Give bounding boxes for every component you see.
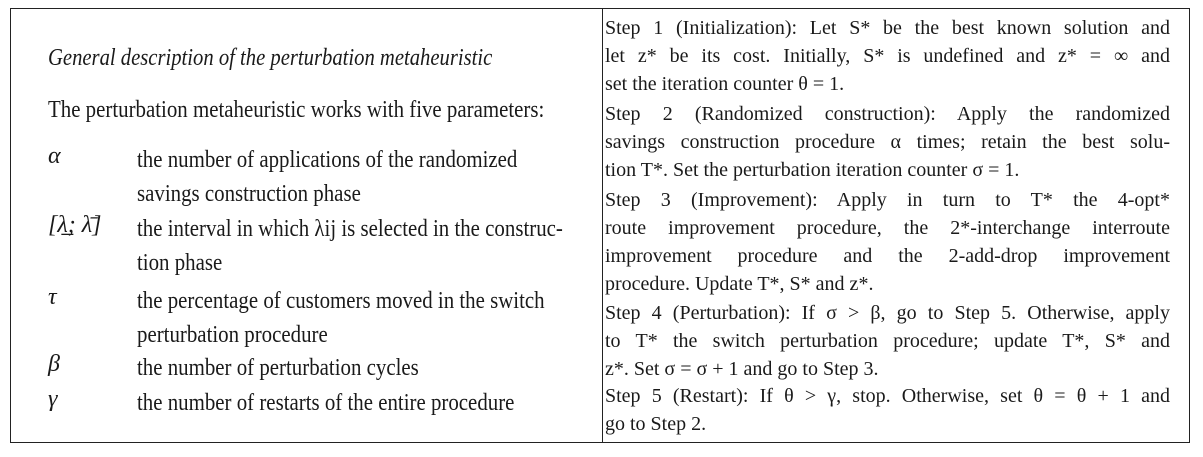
step-line: to T* the switch perturbation procedure; update T*, S* and bbox=[605, 330, 1170, 352]
steps-panel bbox=[605, 14, 1170, 447]
step-line: z*. Set σ = σ + 1 and go to Step 3. bbox=[605, 358, 879, 380]
description-line: the interval in which λij is selected in the construc- bbox=[137, 216, 563, 242]
column-divider bbox=[602, 9, 603, 442]
parameter-description bbox=[137, 143, 581, 211]
table-frame bbox=[10, 8, 1190, 443]
step-line: procedure. Update T*, S* and z*. bbox=[605, 273, 874, 295]
step-4 bbox=[605, 299, 1170, 383]
step-line: Step 5 (Restart): If θ > γ, stop. Otherwise, set θ = θ + 1 and bbox=[605, 385, 1170, 407]
step-line: go to Step 2. bbox=[605, 413, 707, 435]
description-line: the number of perturbation cycles bbox=[137, 355, 419, 381]
step-line: set the iteration counter θ = 1. bbox=[605, 73, 845, 95]
step-3 bbox=[605, 186, 1170, 298]
step-line: let z* be its cost. Initially, S* is undefined and z* = ∞ and bbox=[605, 45, 1170, 67]
intro-text: The perturbation metaheuristic works with five parameters: bbox=[48, 97, 545, 123]
parameter-symbol: [λ̲; λ̄] bbox=[48, 212, 102, 238]
step-line: improvement procedure and the 2-add-drop improvement bbox=[605, 245, 1170, 267]
description-line: the percentage of customers moved in the switch bbox=[137, 288, 545, 314]
step-5 bbox=[605, 382, 1170, 438]
parameter-description bbox=[137, 386, 581, 420]
step-line: tion T*. Set the perturbation iteration counter σ = 1. bbox=[605, 159, 1020, 181]
parameter-panel bbox=[11, 9, 602, 442]
description-line: perturbation procedure bbox=[137, 322, 328, 348]
parameter-description bbox=[137, 351, 581, 385]
description-line: tion phase bbox=[137, 250, 223, 276]
parameter-symbol: γ bbox=[48, 386, 58, 412]
step-line: Step 2 (Randomized construction): Apply the randomized bbox=[605, 103, 1170, 125]
step-line: Step 1 (Initialization): Let S* be the best known solution and bbox=[605, 17, 1170, 39]
parameter-description bbox=[137, 284, 581, 352]
step-2 bbox=[605, 100, 1170, 184]
step-1 bbox=[605, 14, 1170, 98]
step-line: route improvement procedure, the 2*-interchange interroute bbox=[605, 217, 1170, 239]
step-line: Step 4 (Perturbation): If σ > β, go to Step 5. Otherwise, apply bbox=[605, 302, 1170, 324]
parameter-symbol: α bbox=[48, 143, 61, 169]
parameter-symbol: τ bbox=[48, 284, 57, 310]
step-line: savings construction procedure α times; retain the best solu- bbox=[605, 131, 1170, 153]
section-heading: General description of the perturbation metaheuristic bbox=[48, 45, 493, 71]
description-line: savings construction phase bbox=[137, 181, 361, 207]
description-line: the number of applications of the randomized bbox=[137, 147, 518, 173]
parameter-symbol: β bbox=[48, 351, 60, 377]
parameter-description bbox=[137, 212, 581, 280]
step-line: Step 3 (Improvement): Apply in turn to T* the 4-opt* bbox=[605, 189, 1170, 211]
description-line: the number of restarts of the entire procedure bbox=[137, 390, 515, 416]
